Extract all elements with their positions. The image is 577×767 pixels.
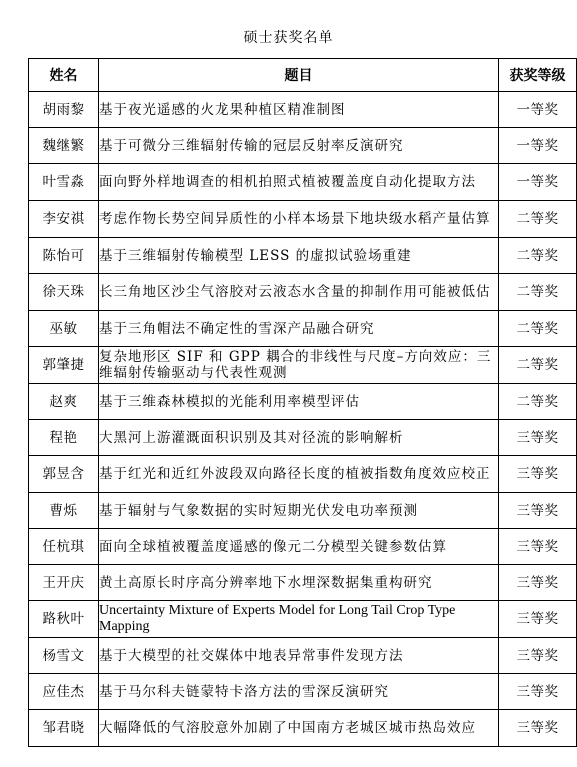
name-cell: 曹烁 [29, 493, 99, 529]
award-cell: 一等奖 [499, 92, 577, 128]
name-cell: 杨雪文 [29, 638, 99, 674]
table-row [29, 384, 577, 420]
table-row [29, 92, 577, 128]
name-cell: 李安祺 [29, 201, 99, 238]
topic-cell: 基于马尔科夫链蒙特卡洛方法的雪深反演研究 [99, 674, 499, 710]
table-row [29, 674, 577, 710]
topic-cell: 基于三维森林模拟的光能利用率模型评估 [99, 384, 499, 420]
topic-cell: 面向野外样地调查的相机拍照式植被覆盖度自动化提取方法 [99, 164, 499, 201]
award-cell: 一等奖 [499, 164, 577, 201]
topic-cell: 基于三角帽法不确定性的雪深产品融合研究 [99, 311, 499, 347]
table-header-row [29, 59, 577, 92]
award-cell: 二等奖 [499, 201, 577, 238]
table-row [29, 638, 577, 674]
name-cell: 胡雨黎 [29, 92, 99, 128]
name-cell: 王开庆 [29, 565, 99, 601]
name-cell: 巫敏 [29, 311, 99, 347]
name-cell: 叶雪淼 [29, 164, 99, 201]
name-cell: 赵爽 [29, 384, 99, 420]
award-cell: 三等奖 [499, 529, 577, 565]
award-cell: 三等奖 [499, 674, 577, 710]
topic-cell: 基于可微分三维辐射传输的冠层反射率反演研究 [99, 128, 499, 164]
award-cell: 二等奖 [499, 274, 577, 311]
column-header-topic: 题目 [99, 59, 499, 92]
page-title: 硕士获奖名单 [243, 30, 334, 46]
table-row [29, 710, 577, 747]
table-row [29, 420, 577, 456]
name-cell: 任杭琪 [29, 529, 99, 565]
name-cell: 应佳杰 [29, 674, 99, 710]
topic-cell: 复杂地形区 SIF 和 GPP 耦合的非线性与尺度–方向效应：三维辐射传输驱动与代表性观测 [99, 347, 499, 384]
award-cell: 三等奖 [499, 420, 577, 456]
table-row [29, 201, 577, 238]
topic-cell: 基于大模型的社交媒体中地表异常事件发现方法 [99, 638, 499, 674]
name-cell: 郭昱含 [29, 456, 99, 493]
name-cell: 路秋叶 [29, 601, 99, 638]
table-row [29, 274, 577, 311]
table-row [29, 493, 577, 529]
award-cell: 一等奖 [499, 128, 577, 164]
table-row [29, 128, 577, 164]
name-cell: 程艳 [29, 420, 99, 456]
topic-cell: 面向全球植被覆盖度遥感的像元二分模型关键参数估算 [99, 529, 499, 565]
award-cell: 二等奖 [499, 347, 577, 384]
award-cell: 三等奖 [499, 638, 577, 674]
award-cell: 三等奖 [499, 456, 577, 493]
column-header-name: 姓名 [29, 59, 99, 92]
award-cell: 三等奖 [499, 601, 577, 638]
award-cell: 三等奖 [499, 493, 577, 529]
name-cell: 郭肇捷 [29, 347, 99, 384]
table-row [29, 601, 577, 638]
award-cell: 二等奖 [499, 384, 577, 420]
topic-cell: 大幅降低的气溶胶意外加剧了中国南方老城区城市热岛效应 [99, 710, 499, 747]
table-row [29, 238, 577, 274]
topic-cell: 基于三维辐射传输模型 LESS 的虚拟试验场重建 [99, 238, 499, 274]
topic-cell: 基于辐射与气象数据的实时短期光伏发电功率预测 [99, 493, 499, 529]
topic-cell: Uncertainty Mixture of Experts Model for Long Tail Crop Type Mapping [99, 601, 499, 638]
column-header-award: 获奖等级 [499, 59, 577, 92]
name-cell: 邹君晓 [29, 710, 99, 747]
topic-cell: 基于红光和近红外波段双向路径长度的植被指数角度效应校正 [99, 456, 499, 493]
name-cell: 魏继繁 [29, 128, 99, 164]
table-row [29, 311, 577, 347]
topic-cell: 基于夜光遥感的火龙果种植区精准制图 [99, 92, 499, 128]
awards-table [28, 58, 577, 747]
topic-cell: 考虑作物长势空间异质性的小样本场景下地块级水稻产量估算 [99, 201, 499, 238]
topic-cell: 长三角地区沙尘气溶胶对云液态水含量的抑制作用可能被低估 [99, 274, 499, 311]
table-row [29, 456, 577, 493]
table-row [29, 529, 577, 565]
award-cell: 三等奖 [499, 565, 577, 601]
name-cell: 徐天珠 [29, 274, 99, 311]
table-row [29, 164, 577, 201]
award-cell: 三等奖 [499, 710, 577, 747]
topic-cell: 大黑河上游灌溉面积识别及其对径流的影响解析 [99, 420, 499, 456]
award-cell: 二等奖 [499, 238, 577, 274]
table-row [29, 347, 577, 384]
table-row [29, 565, 577, 601]
name-cell: 陈怡可 [29, 238, 99, 274]
award-cell: 二等奖 [499, 311, 577, 347]
topic-cell: 黄土高原长时序高分辨率地下水埋深数据集重构研究 [99, 565, 499, 601]
